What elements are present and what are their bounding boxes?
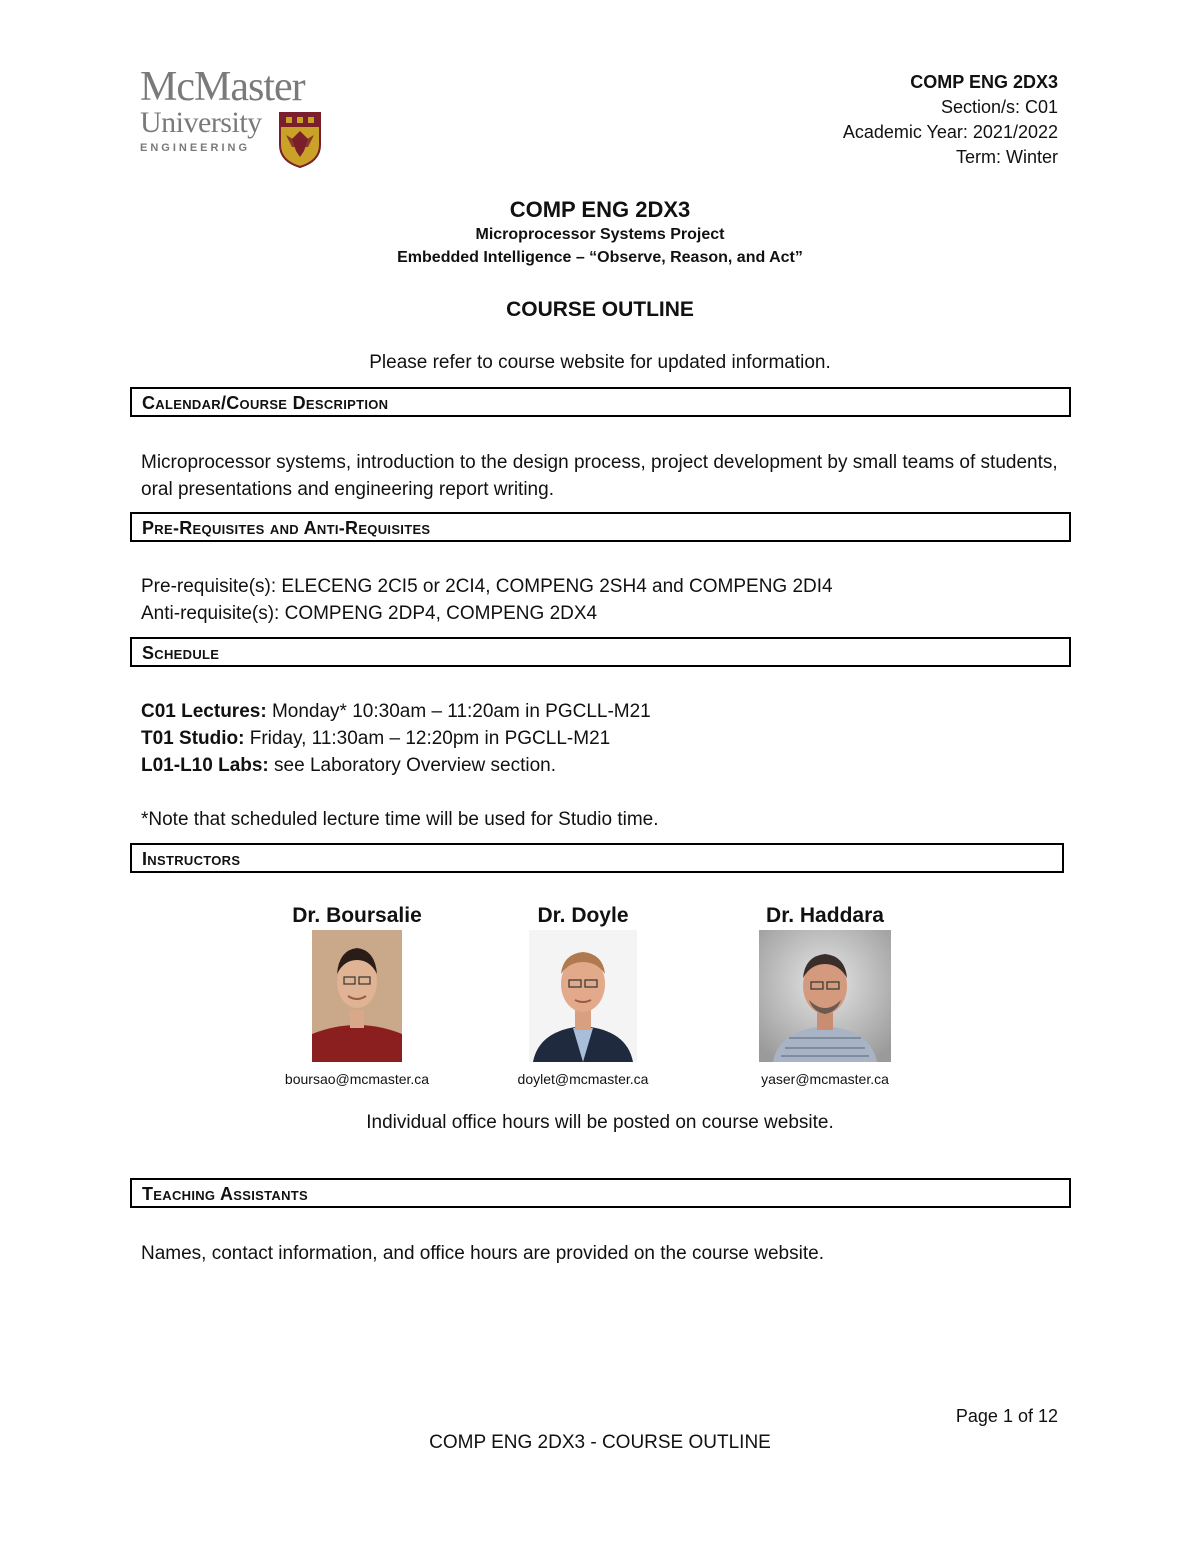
prerequisites-text <box>141 573 833 627</box>
office-hours-note: Individual office hours will be posted on course website. <box>366 1112 834 1133</box>
instructor-photo <box>529 930 637 1062</box>
course-outline-heading: COURSE OUTLINE <box>506 298 694 321</box>
footer-title: COMP ENG 2DX3 - COURSE OUTLINE <box>429 1432 771 1453</box>
instructor-name: Dr. Boursalie <box>292 904 422 927</box>
schedule-label: C01 Lectures: <box>141 701 267 722</box>
logo-engineering-text: ENGINEERING <box>140 142 251 154</box>
schedule-label: T01 Studio: <box>141 728 245 749</box>
header-academic-year: Academic Year: 2021/2022 <box>842 122 1058 142</box>
instructor-name: Dr. Haddara <box>766 904 884 927</box>
course-code-title: COMP ENG 2DX3 <box>509 197 691 222</box>
schedule-value: see Laboratory Overview section. <box>268 755 557 776</box>
schedule-note: *Note that scheduled lecture time will be used for Studio time. <box>141 809 659 830</box>
logo-mcmaster-text: McMaster <box>140 64 305 110</box>
section-heading: Teaching Assistants <box>142 1184 308 1204</box>
section-heading: Pre-Requisites and Anti-Requisites <box>142 518 431 538</box>
section-header-instructors <box>130 843 1064 873</box>
instructor-photo <box>759 930 891 1062</box>
instructor-email[interactable]: yaser@mcmaster.ca <box>761 1071 889 1087</box>
instructor-email[interactable]: doylet@mcmaster.ca <box>517 1071 649 1087</box>
instructor-card <box>730 904 920 1087</box>
header-sections: Section/s: C01 <box>940 97 1058 117</box>
instructor-card <box>262 904 452 1087</box>
schedule-value: Monday* 10:30am – 11:20am in PGCLL-M21 <box>266 701 651 722</box>
antirequisite-line: Anti-requisite(s): COMPENG 2DP4, COMPENG 2DX4 <box>141 603 598 624</box>
logo-university-text: University <box>140 106 262 139</box>
description-line: oral presentations and engineering report writing. <box>141 479 554 500</box>
section-header-teaching-assistants <box>130 1178 1071 1208</box>
document-header-info <box>843 70 1058 170</box>
instructor-email[interactable]: boursao@mcmaster.ca <box>284 1071 430 1087</box>
mcmaster-engineering-logo <box>140 66 325 171</box>
section-heading: Calendar/Course Description <box>142 393 389 413</box>
header-course-code: COMP ENG 2DX3 <box>910 72 1058 92</box>
header-term: Term: Winter <box>955 147 1058 167</box>
section-header-prerequisites <box>130 512 1071 542</box>
schedule-label: L01-L10 Labs: <box>141 755 269 776</box>
teaching-assistants-text: Names, contact information, and office hours are provided on the course website. <box>141 1243 824 1264</box>
page-number: Page 1 of 12 <box>955 1406 1058 1426</box>
website-note: Please refer to course website for updated information. <box>369 352 831 373</box>
prerequisite-line: Pre-requisite(s): ELECENG 2CI5 or 2CI4, COMPENG 2SH4 and COMPENG 2DI4 <box>141 576 833 597</box>
calendar-description <box>141 449 1058 503</box>
section-heading: Schedule <box>142 643 220 663</box>
course-subtitle: Embedded Intelligence – “Observe, Reason, and Act” <box>397 249 803 266</box>
instructor-card <box>488 904 678 1087</box>
instructor-photo <box>312 930 402 1062</box>
schedule-labs <box>141 752 659 779</box>
section-header-calendar <box>130 387 1071 417</box>
section-heading: Instructors <box>142 849 241 869</box>
schedule-studio <box>141 725 659 752</box>
course-name: Microprocessor Systems Project <box>475 226 725 243</box>
instructor-name: Dr. Doyle <box>537 904 629 927</box>
description-line: Microprocessor systems, introduction to the design process, project development by small teams of students, <box>141 452 1058 473</box>
section-header-schedule <box>130 637 1071 667</box>
schedule-lectures <box>141 698 659 725</box>
schedule-value: Friday, 11:30am – 12:20pm in PGCLL-M21 <box>244 728 611 749</box>
schedule-text <box>141 698 659 833</box>
mcmaster-crest-icon <box>278 111 322 169</box>
